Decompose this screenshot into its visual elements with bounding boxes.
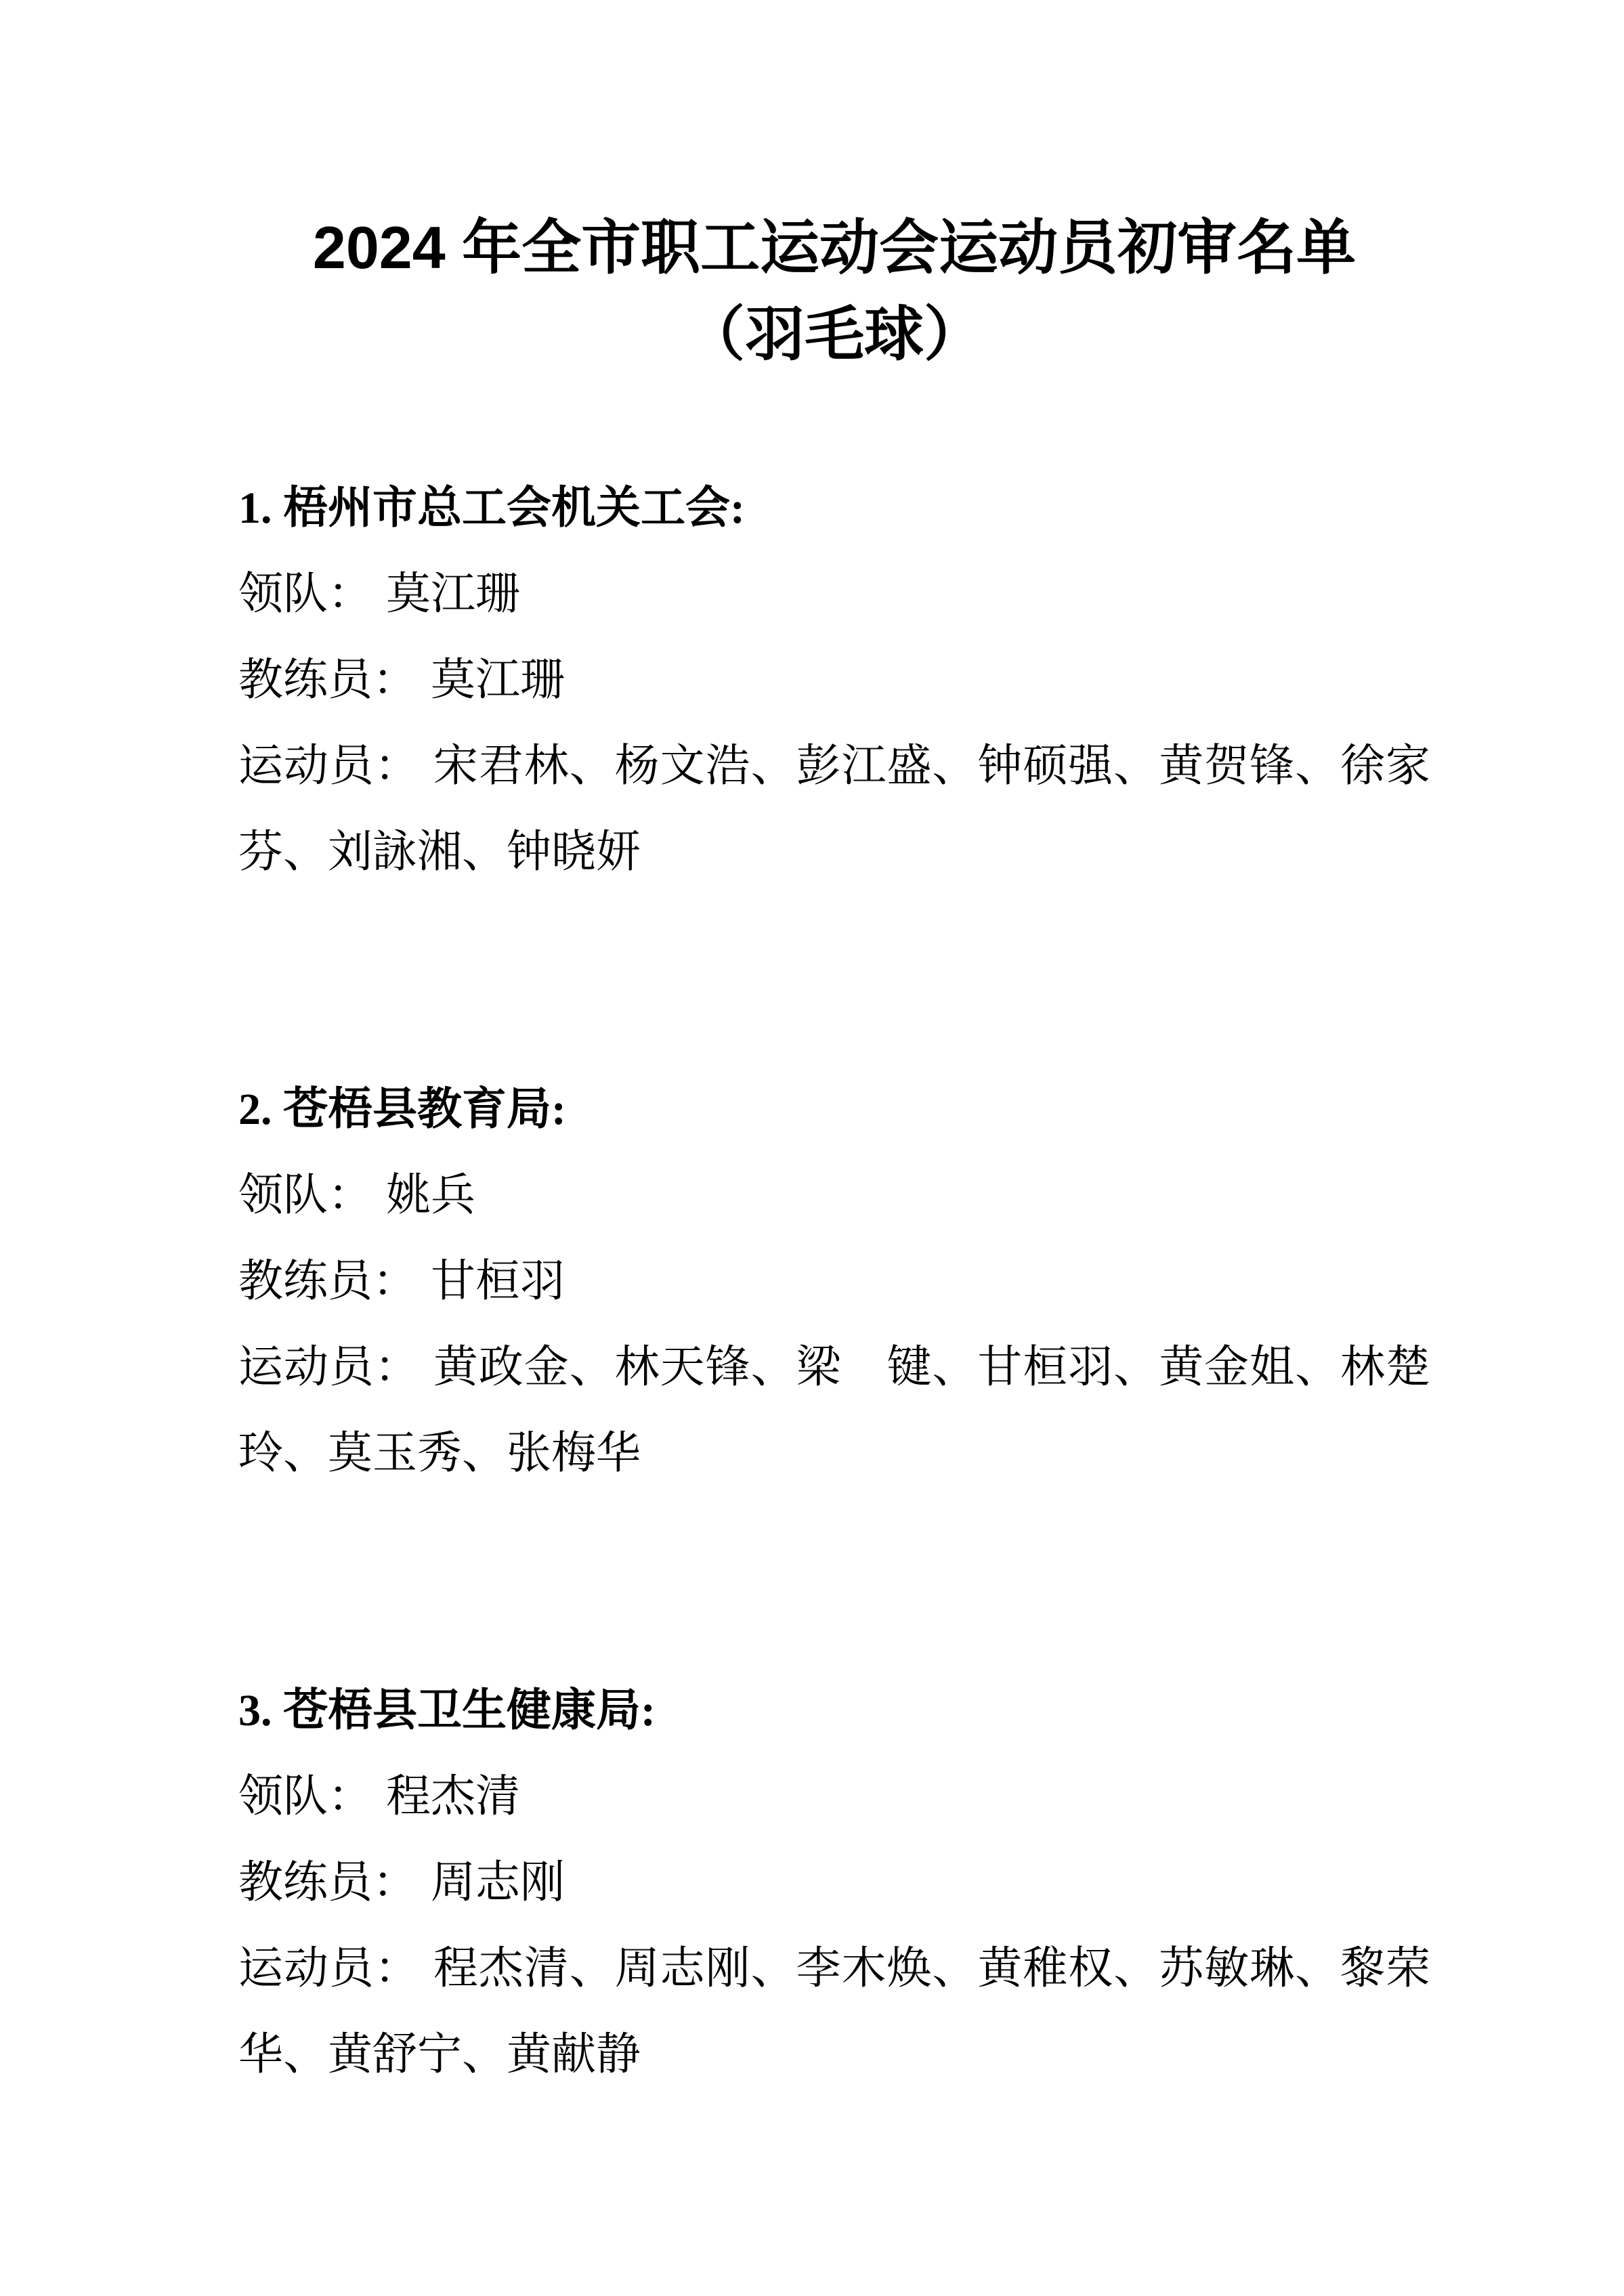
leader-line — [238, 1152, 1430, 1238]
coach-line — [238, 637, 1430, 723]
coach-name: 莫江珊 — [431, 655, 565, 705]
section-wuzhou-federation — [238, 465, 1430, 895]
leader-label: 领队： — [238, 1171, 372, 1220]
section-cangwu-health — [238, 1668, 1430, 2098]
athletes-names: 黄政金、林天锋、梁 键、甘桓羽、黄金姐、林楚玲、莫玉秀、张梅华 — [238, 1343, 1431, 1478]
coach-label: 教练员： — [238, 655, 417, 705]
coach-label: 教练员： — [238, 1257, 417, 1306]
athletes-line — [238, 1324, 1430, 1496]
title-line-main: 2024 年全市职工运动会运动员初审名单 — [312, 214, 1356, 281]
section-heading: 3. 苍梧县卫生健康局: — [238, 1686, 656, 1735]
title-line-sub: （羽毛球） — [685, 301, 983, 368]
athletes-names: 程杰清、周志刚、李木焕、黄稚权、苏敏琳、黎荣华、黄舒宁、黄献静 — [238, 1944, 1431, 2079]
leader-label: 领队： — [238, 569, 372, 619]
section-heading: 1. 梧州市总工会机关工会: — [238, 483, 745, 533]
coach-line — [238, 1238, 1430, 1324]
athletes-names: 宋君林、杨文浩、彭江盛、钟硕强、黄贺锋、徐家芬、刘詠湘、钟晓妍 — [238, 741, 1431, 877]
leader-name: 莫江珊 — [386, 569, 520, 619]
leader-name: 姚兵 — [386, 1171, 475, 1220]
leader-name: 程杰清 — [386, 1772, 520, 1821]
document-title — [238, 204, 1430, 378]
athletes-line — [238, 723, 1430, 895]
section-heading: 2. 苍梧县教育局: — [238, 1085, 566, 1134]
coach-line — [238, 1840, 1430, 1926]
athletes-line — [238, 1926, 1430, 2098]
athletes-label: 运动员： — [238, 741, 420, 791]
athletes-label: 运动员： — [238, 1944, 420, 1993]
leader-label: 领队： — [238, 1772, 372, 1821]
leader-line — [238, 551, 1430, 637]
coach-name: 甘桓羽 — [431, 1257, 565, 1306]
coach-name: 周志刚 — [431, 1858, 565, 1907]
section-cangwu-education — [238, 1066, 1430, 1496]
athletes-label: 运动员： — [238, 1343, 420, 1392]
leader-line — [238, 1754, 1430, 1840]
coach-label: 教练员： — [238, 1858, 417, 1907]
